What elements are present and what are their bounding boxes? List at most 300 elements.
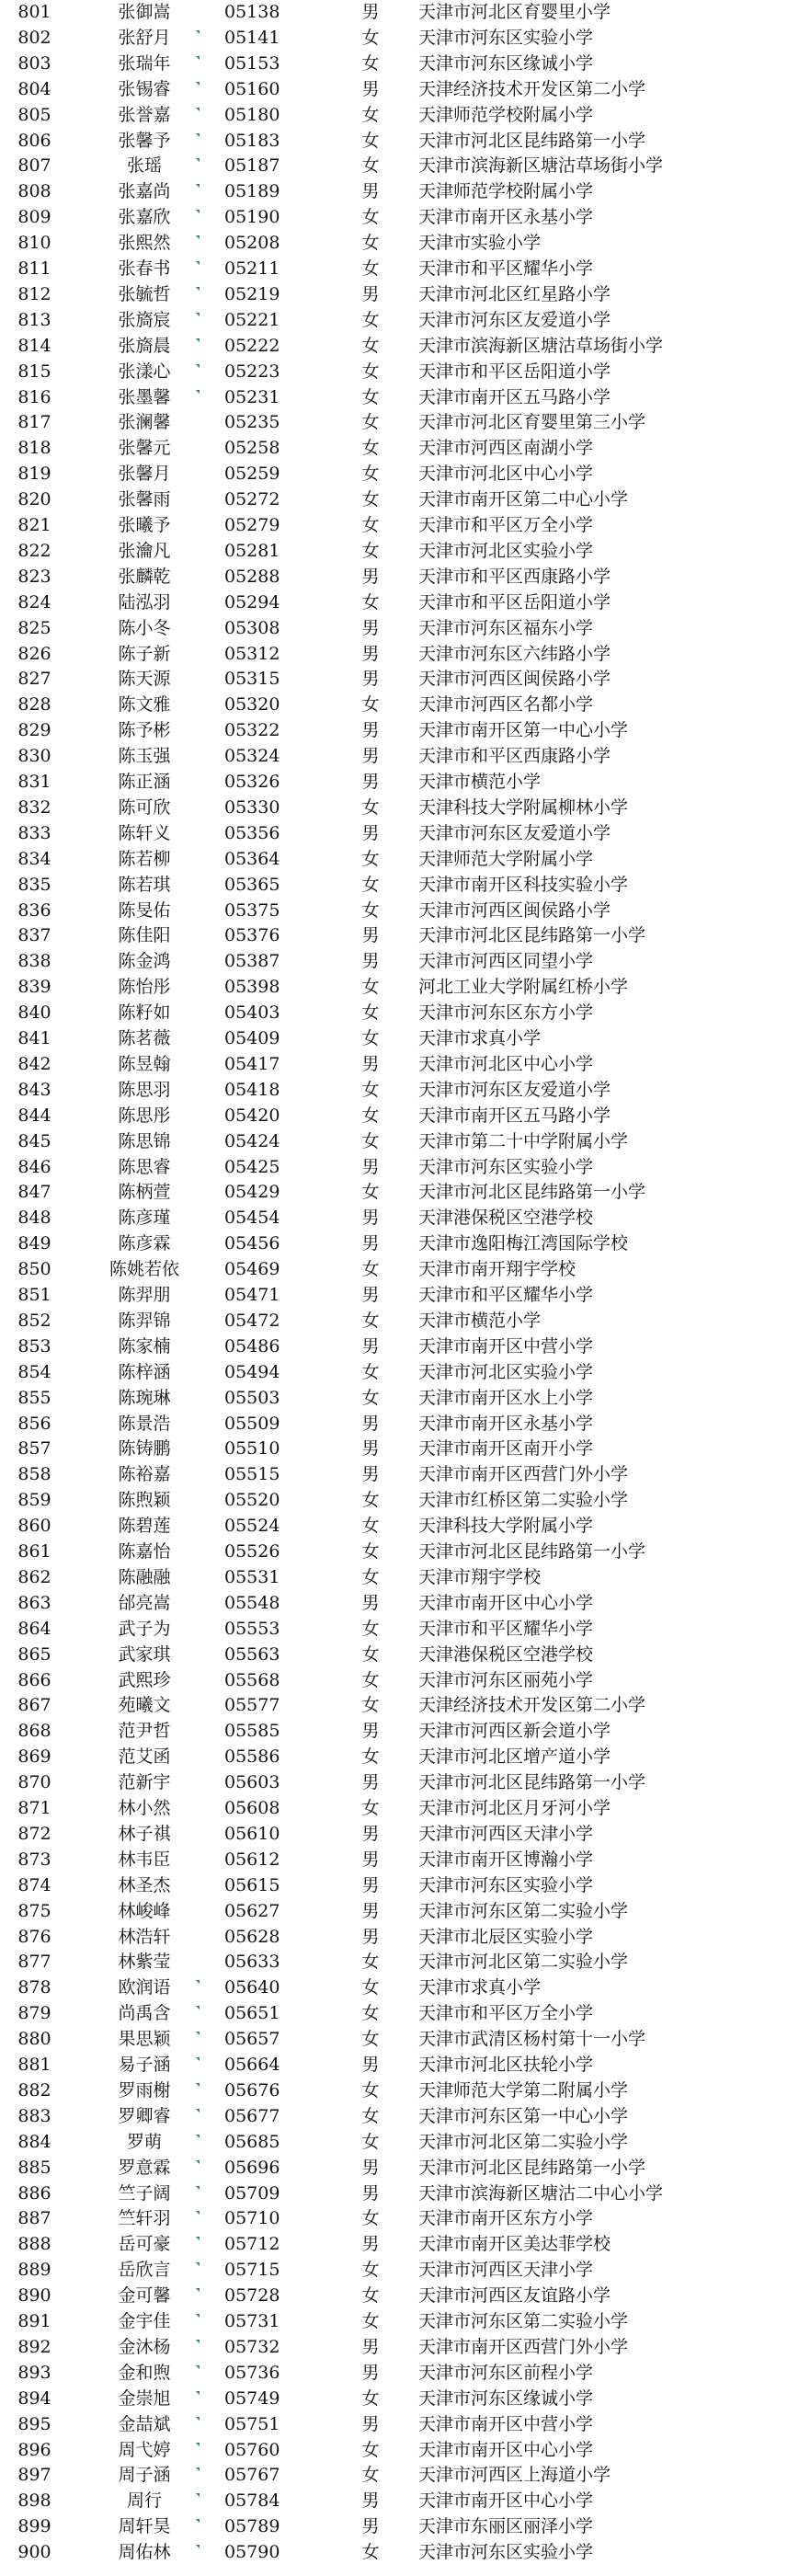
school-name-cell: 天津市河西区同望小学	[418, 951, 594, 972]
student-name-cell: 周佑林	[118, 2542, 171, 2563]
row-number-cell: 889	[17, 2260, 51, 2281]
student-name-cell: 周行	[126, 2490, 162, 2512]
school-name-cell: 天津市南开区第二中心小学	[418, 489, 629, 510]
student-gender-cell: 女	[361, 1361, 380, 1382]
school-name-cell: 天津市南开区西营门外小学	[418, 2336, 629, 2357]
student-id-cell: 05568	[224, 1669, 280, 1690]
student-id-cell: 05510	[224, 1438, 280, 1460]
school-name-cell: 天津市河东区实验小学	[418, 1156, 594, 1177]
student-name-cell: 陈碧莲	[118, 1516, 171, 1537]
table-row	[0, 2463, 799, 2489]
row-number-cell: 894	[17, 2387, 51, 2409]
school-name-cell: 天津师范学校附属小学	[418, 181, 594, 202]
student-id-cell: 05235	[224, 412, 280, 433]
school-name-cell: 天津市滨海新区塘沽草场街小学	[418, 155, 664, 177]
row-number-cell: 853	[17, 1335, 51, 1357]
cell-comment-marker	[196, 2314, 200, 2318]
school-name-cell: 天津市河北区实验小学	[418, 540, 594, 561]
table-row	[0, 1437, 799, 1462]
student-gender-cell: 男	[361, 951, 380, 972]
student-id-cell: 05308	[224, 617, 280, 638]
student-id-cell: 05469	[224, 1259, 280, 1280]
school-name-cell: 天津市横范小学	[418, 772, 542, 792]
cell-comment-marker	[196, 2109, 200, 2112]
school-name-cell: 天津市和平区西康路小学	[418, 746, 611, 767]
cell-comment-marker	[196, 2391, 200, 2395]
row-number-cell: 896	[17, 2439, 51, 2460]
row-number-cell: 876	[17, 1926, 51, 1947]
school-name-cell: 天津市河西区上海道小学	[418, 2465, 611, 2486]
cell-comment-marker	[196, 390, 200, 394]
table-row	[0, 975, 799, 1001]
school-name-cell: 天津市南开区中心小学	[418, 2490, 594, 2512]
student-id-cell: 05219	[224, 283, 280, 304]
table-row	[0, 1334, 799, 1360]
row-number-cell: 895	[17, 2413, 51, 2434]
cell-comment-marker	[196, 338, 200, 342]
cell-comment-marker	[196, 1980, 200, 1984]
table-row	[0, 1231, 799, 1257]
student-name-cell: 陈玉强	[118, 746, 171, 767]
table-row	[0, 1899, 799, 1925]
student-gender-cell: 女	[361, 1079, 380, 1100]
table-row	[0, 2361, 799, 2387]
student-gender-cell: 男	[361, 643, 380, 664]
student-id-cell: 05189	[224, 181, 280, 202]
table-row	[0, 385, 799, 411]
student-id-cell: 05685	[224, 2131, 280, 2152]
cell-comment-marker	[196, 2160, 200, 2164]
school-name-cell: 天津市南开区永基小学	[418, 207, 594, 228]
student-id-cell: 05577	[224, 1695, 280, 1716]
student-id-cell: 05677	[224, 2105, 280, 2126]
student-id-cell: 05515	[224, 1464, 280, 1485]
cell-comment-marker	[196, 313, 200, 316]
table-row	[0, 2387, 799, 2412]
school-name-cell: 天津市河东区缘诚小学	[418, 2387, 594, 2409]
student-gender-cell: 女	[361, 52, 380, 74]
student-id-cell: 05664	[224, 2055, 280, 2075]
student-name-cell: 陈思彤	[118, 1105, 171, 1126]
school-name-cell: 天津市河东区缘诚小学	[418, 52, 594, 74]
student-gender-cell: 女	[361, 1952, 380, 1973]
cell-comment-marker	[196, 2467, 200, 2471]
table-row	[0, 1770, 799, 1796]
cell-comment-marker	[196, 2006, 200, 2009]
school-name-cell: 天津市求真小学	[418, 1977, 542, 1998]
student-id-cell: 05320	[224, 694, 280, 716]
student-gender-cell: 男	[361, 1208, 380, 1229]
student-name-cell: 武熙珍	[118, 1669, 171, 1690]
student-name-cell: 竺子阔	[118, 2182, 171, 2204]
student-id-cell: 05387	[224, 951, 280, 972]
student-id-cell: 05160	[224, 78, 280, 99]
table-row	[0, 923, 799, 949]
table-row	[0, 1386, 799, 1412]
student-gender-cell: 女	[361, 1669, 380, 1690]
student-name-cell: 陈旻佑	[118, 899, 171, 921]
cell-comment-marker	[196, 2237, 200, 2240]
table-row	[0, 1975, 799, 2001]
student-name-cell: 武子为	[118, 1618, 171, 1639]
school-name-cell: 天津市和平区岳阳道小学	[418, 361, 611, 382]
row-number-cell: 825	[17, 617, 51, 638]
student-name-cell: 张锡睿	[118, 78, 171, 99]
row-number-cell: 838	[17, 951, 51, 972]
table-row	[0, 257, 799, 282]
cell-comment-marker	[196, 210, 200, 213]
student-name-cell: 范新宇	[118, 1772, 171, 1793]
student-id-cell: 05180	[224, 104, 280, 125]
student-gender-cell: 男	[361, 2336, 380, 2357]
school-name-cell: 天津市和平区耀华小学	[418, 1618, 594, 1639]
student-id-cell: 05531	[224, 1566, 280, 1587]
student-gender-cell: 男	[361, 720, 380, 741]
row-number-cell: 845	[17, 1130, 51, 1151]
student-gender-cell: 女	[361, 386, 380, 407]
student-name-cell: 陈融融	[118, 1566, 171, 1587]
student-gender-cell: 男	[361, 1053, 380, 1074]
student-id-cell: 05141	[224, 27, 280, 48]
student-name-cell: 林圣杰	[118, 1874, 171, 1895]
student-gender-cell: 男	[361, 2, 380, 22]
row-number-cell: 813	[17, 309, 51, 330]
row-number-cell: 856	[17, 1413, 51, 1434]
student-id-cell: 05324	[224, 746, 280, 767]
row-number-cell: 854	[17, 1361, 51, 1382]
row-number-cell: 862	[17, 1566, 51, 1587]
student-id-cell: 05322	[224, 720, 280, 741]
cell-comment-marker	[196, 2032, 200, 2035]
student-id-cell: 05417	[224, 1053, 280, 1074]
student-name-cell: 张熙然	[118, 233, 171, 254]
student-gender-cell: 女	[361, 2542, 380, 2563]
row-number-cell: 865	[17, 1643, 51, 1665]
school-name-cell: 天津市河北区第二实验小学	[418, 1952, 629, 1973]
student-gender-cell: 男	[361, 2182, 380, 2204]
row-number-cell: 888	[17, 2234, 51, 2255]
student-name-cell: 陈思锦	[118, 1130, 171, 1151]
table-row	[0, 513, 799, 539]
row-number-cell: 831	[17, 772, 51, 792]
cell-comment-marker	[196, 2443, 200, 2446]
row-number-cell: 843	[17, 1079, 51, 1100]
student-id-cell: 05736	[224, 2362, 280, 2383]
table-row	[0, 1104, 799, 1129]
table-row	[0, 1668, 799, 1694]
student-gender-cell: 男	[361, 283, 380, 304]
row-number-cell: 858	[17, 1464, 51, 1485]
student-id-cell: 05608	[224, 1798, 280, 1818]
student-gender-cell: 男	[361, 1849, 380, 1870]
table-row	[0, 642, 799, 668]
row-number-cell: 872	[17, 1823, 51, 1844]
school-name-cell: 天津市河北区昆纬路第一小学	[418, 2157, 646, 2178]
student-gender-cell: 男	[361, 1721, 380, 1742]
row-number-cell: 860	[17, 1516, 51, 1537]
student-gender-cell: 男	[361, 566, 380, 587]
table-row	[0, 436, 799, 462]
student-id-cell: 05486	[224, 1335, 280, 1357]
row-number-cell: 816	[17, 386, 51, 407]
student-gender-cell: 女	[361, 207, 380, 228]
school-name-cell: 天津市河西区天津小学	[418, 2260, 594, 2281]
cell-comment-marker	[196, 2211, 200, 2215]
cell-comment-marker	[196, 133, 200, 137]
student-id-cell: 05628	[224, 1926, 280, 1947]
student-gender-cell: 男	[361, 2490, 380, 2512]
school-name-cell: 天津港保税区空港学校	[418, 1643, 594, 1665]
row-number-cell: 827	[17, 669, 51, 690]
student-gender-cell: 女	[361, 438, 380, 459]
student-id-cell: 05364	[224, 848, 280, 869]
student-name-cell: 陈若柳	[118, 848, 171, 869]
row-number-cell: 837	[17, 925, 51, 946]
student-gender-cell: 女	[361, 1105, 380, 1126]
student-id-cell: 05472	[224, 1310, 280, 1331]
student-name-cell: 林小然	[118, 1798, 171, 1818]
student-name-cell: 陈轩义	[118, 822, 171, 843]
table-row	[0, 1591, 799, 1617]
table-row	[0, 1180, 799, 1206]
student-id-cell: 05281	[224, 540, 280, 561]
student-id-cell: 05223	[224, 361, 280, 382]
cell-comment-marker	[196, 2186, 200, 2190]
student-name-cell: 欧润语	[118, 1977, 171, 1998]
student-id-cell: 05403	[224, 1002, 280, 1024]
student-name-cell: 张馨月	[118, 464, 171, 485]
student-gender-cell: 女	[361, 1643, 380, 1665]
student-name-cell: 张嘉尚	[118, 181, 171, 202]
student-gender-cell: 男	[361, 2234, 380, 2255]
student-id-cell: 05553	[224, 1618, 280, 1639]
student-name-cell: 陈琬琳	[118, 1387, 171, 1408]
student-id-cell: 05524	[224, 1516, 280, 1537]
student-gender-cell: 女	[361, 1566, 380, 1587]
cell-comment-marker	[196, 2057, 200, 2061]
student-gender-cell: 男	[361, 1592, 380, 1613]
row-number-cell: 828	[17, 694, 51, 716]
student-id-cell: 05190	[224, 207, 280, 228]
student-name-cell: 周弋婷	[118, 2439, 171, 2460]
student-gender-cell: 女	[361, 233, 380, 254]
student-gender-cell: 女	[361, 1746, 380, 1768]
cell-comment-marker	[196, 82, 200, 86]
school-name-cell: 天津市河北区昆纬路第一小学	[418, 130, 646, 151]
cell-comment-marker	[196, 2519, 200, 2523]
row-number-cell: 822	[17, 540, 51, 561]
row-number-cell: 823	[17, 566, 51, 587]
table-row	[0, 2284, 799, 2309]
table-row	[0, 2514, 799, 2540]
row-number-cell: 850	[17, 1259, 51, 1280]
table-row	[0, 1026, 799, 1052]
student-id-cell: 05138	[224, 2, 280, 22]
school-name-cell: 天津市南开区中营小学	[418, 1335, 594, 1357]
row-number-cell: 808	[17, 181, 51, 202]
student-gender-cell: 女	[361, 130, 380, 151]
student-name-cell: 岳欣言	[118, 2260, 171, 2281]
student-gender-cell: 男	[361, 1233, 380, 1254]
student-name-cell: 张舒月	[118, 27, 171, 48]
student-id-cell: 05712	[224, 2234, 280, 2255]
school-name-cell: 天津市第二十中学附属小学	[418, 1130, 629, 1151]
student-gender-cell: 男	[361, 1926, 380, 1947]
student-id-cell: 05231	[224, 386, 280, 407]
student-gender-cell: 女	[361, 899, 380, 921]
row-number-cell: 877	[17, 1952, 51, 1973]
student-gender-cell: 男	[361, 617, 380, 638]
table-row	[0, 1283, 799, 1309]
table-row	[0, 487, 799, 513]
student-id-cell: 05603	[224, 1772, 280, 1793]
cell-comment-marker	[196, 2083, 200, 2087]
school-name-cell: 天津市南开区五马路小学	[418, 1105, 611, 1126]
student-gender-cell: 女	[361, 1618, 380, 1639]
row-number-cell: 857	[17, 1438, 51, 1460]
row-number-cell: 875	[17, 1900, 51, 1921]
row-number-cell: 830	[17, 746, 51, 767]
student-gender-cell: 男	[361, 669, 380, 690]
student-name-cell: 范尹哲	[118, 1721, 171, 1742]
student-id-cell: 05424	[224, 1130, 280, 1151]
cell-comment-marker	[196, 2545, 200, 2548]
student-gender-cell: 女	[361, 977, 380, 998]
student-gender-cell: 女	[361, 874, 380, 895]
student-gender-cell: 女	[361, 2260, 380, 2281]
student-id-cell: 05429	[224, 1182, 280, 1203]
table-row	[0, 52, 799, 77]
row-number-cell: 824	[17, 591, 51, 613]
student-name-cell: 邰亮嵩	[118, 1592, 171, 1613]
school-name-cell: 天津市翔宇学校	[418, 1566, 542, 1587]
row-number-cell: 866	[17, 1669, 51, 1690]
table-row	[0, 462, 799, 487]
table-row	[0, 693, 799, 718]
school-name-cell: 天津市河东区第二实验小学	[418, 1900, 629, 1921]
student-id-cell: 05760	[224, 2439, 280, 2460]
student-id-cell: 05749	[224, 2387, 280, 2409]
table-row	[0, 1617, 799, 1643]
school-name-cell: 天津市河北区昆纬路第一小学	[418, 1182, 646, 1203]
school-name-cell: 天津市河北区月牙河小学	[418, 1798, 611, 1818]
school-name-cell: 天津市河北区实验小学	[418, 1361, 594, 1382]
school-name-cell: 天津市求真小学	[418, 1028, 542, 1048]
school-name-cell: 天津市南开区水上小学	[418, 1387, 594, 1408]
row-number-cell: 833	[17, 822, 51, 843]
school-name-cell: 天津市河东区友爱道小学	[418, 822, 611, 843]
student-name-cell: 果思颖	[118, 2029, 171, 2050]
table-row	[0, 26, 799, 52]
cell-comment-marker	[196, 235, 200, 239]
student-id-cell: 05420	[224, 1105, 280, 1126]
cell-comment-marker	[196, 56, 200, 60]
row-number-cell: 801	[17, 2, 51, 22]
student-gender-cell: 男	[361, 1285, 380, 1305]
row-number-cell: 890	[17, 2285, 51, 2307]
row-number-cell: 848	[17, 1208, 51, 1229]
student-gender-cell: 男	[361, 1823, 380, 1844]
row-number-cell: 851	[17, 1285, 51, 1305]
student-gender-cell: 男	[361, 772, 380, 792]
row-number-cell: 878	[17, 1977, 51, 1998]
student-name-cell: 张旖晨	[118, 335, 171, 356]
student-gender-cell: 男	[361, 181, 380, 202]
student-id-cell: 05208	[224, 233, 280, 254]
student-id-cell: 05789	[224, 2516, 280, 2537]
student-id-cell: 05548	[224, 1592, 280, 1613]
table-row	[0, 2130, 799, 2156]
student-gender-cell: 女	[361, 2311, 380, 2331]
row-number-cell: 880	[17, 2029, 51, 2050]
student-id-cell: 05767	[224, 2465, 280, 2486]
student-name-cell: 张旖宸	[118, 309, 171, 330]
student-id-cell: 05731	[224, 2311, 280, 2331]
student-id-cell: 05715	[224, 2260, 280, 2281]
student-id-cell: 05494	[224, 1361, 280, 1382]
school-name-cell: 天津市河西区闽侯路小学	[418, 669, 611, 690]
school-name-cell: 天津市南开区五马路小学	[418, 386, 611, 407]
table-row	[0, 1719, 799, 1745]
student-name-cell: 陈思羽	[118, 1079, 171, 1100]
row-number-cell: 839	[17, 977, 51, 998]
student-gender-cell: 女	[361, 464, 380, 485]
row-number-cell: 841	[17, 1028, 51, 1048]
school-name-cell: 天津市滨海新区塘沽二中心小学	[418, 2182, 664, 2204]
student-id-cell: 05633	[224, 1952, 280, 1973]
table-row	[0, 1155, 799, 1181]
student-id-cell: 05258	[224, 438, 280, 459]
row-number-cell: 852	[17, 1310, 51, 1331]
table-row	[0, 1052, 799, 1078]
school-name-cell: 天津市南开区南开小学	[418, 1438, 594, 1460]
row-number-cell: 832	[17, 796, 51, 818]
student-id-cell: 05751	[224, 2413, 280, 2434]
school-name-cell: 天津市河北区中心小学	[418, 1053, 594, 1074]
school-name-cell: 天津市和平区耀华小学	[418, 258, 594, 279]
table-row	[0, 179, 799, 205]
table-row	[0, 1848, 799, 1873]
student-id-cell: 05221	[224, 309, 280, 330]
row-number-cell: 867	[17, 1695, 51, 1716]
student-id-cell: 05326	[224, 772, 280, 792]
student-gender-cell: 女	[361, 591, 380, 613]
row-number-cell: 812	[17, 283, 51, 304]
student-name-cell: 陈予彬	[118, 720, 171, 741]
student-name-cell: 陈小冬	[118, 617, 171, 638]
row-number-cell: 868	[17, 1721, 51, 1742]
student-name-cell: 金可馨	[118, 2285, 171, 2307]
student-name-cell: 陈子新	[118, 643, 171, 664]
school-name-cell: 天津市东丽区丽泽小学	[418, 2516, 594, 2537]
table-row	[0, 1745, 799, 1770]
table-row	[0, 667, 799, 693]
student-gender-cell: 女	[361, 1541, 380, 1562]
student-gender-cell: 女	[361, 848, 380, 869]
student-name-cell: 岳可豪	[118, 2234, 171, 2255]
student-gender-cell: 男	[361, 1335, 380, 1357]
student-gender-cell: 男	[361, 1772, 380, 1793]
cell-comment-marker	[196, 108, 200, 111]
student-name-cell: 张澜馨	[118, 412, 171, 433]
cell-comment-marker	[196, 287, 200, 291]
school-name-cell: 天津港保税区空港学校	[418, 1208, 594, 1229]
student-gender-cell: 女	[361, 796, 380, 818]
student-name-cell: 陈羿锦	[118, 1310, 171, 1331]
table-row	[0, 873, 799, 899]
row-number-cell: 803	[17, 52, 51, 74]
student-id-cell: 05732	[224, 2336, 280, 2357]
